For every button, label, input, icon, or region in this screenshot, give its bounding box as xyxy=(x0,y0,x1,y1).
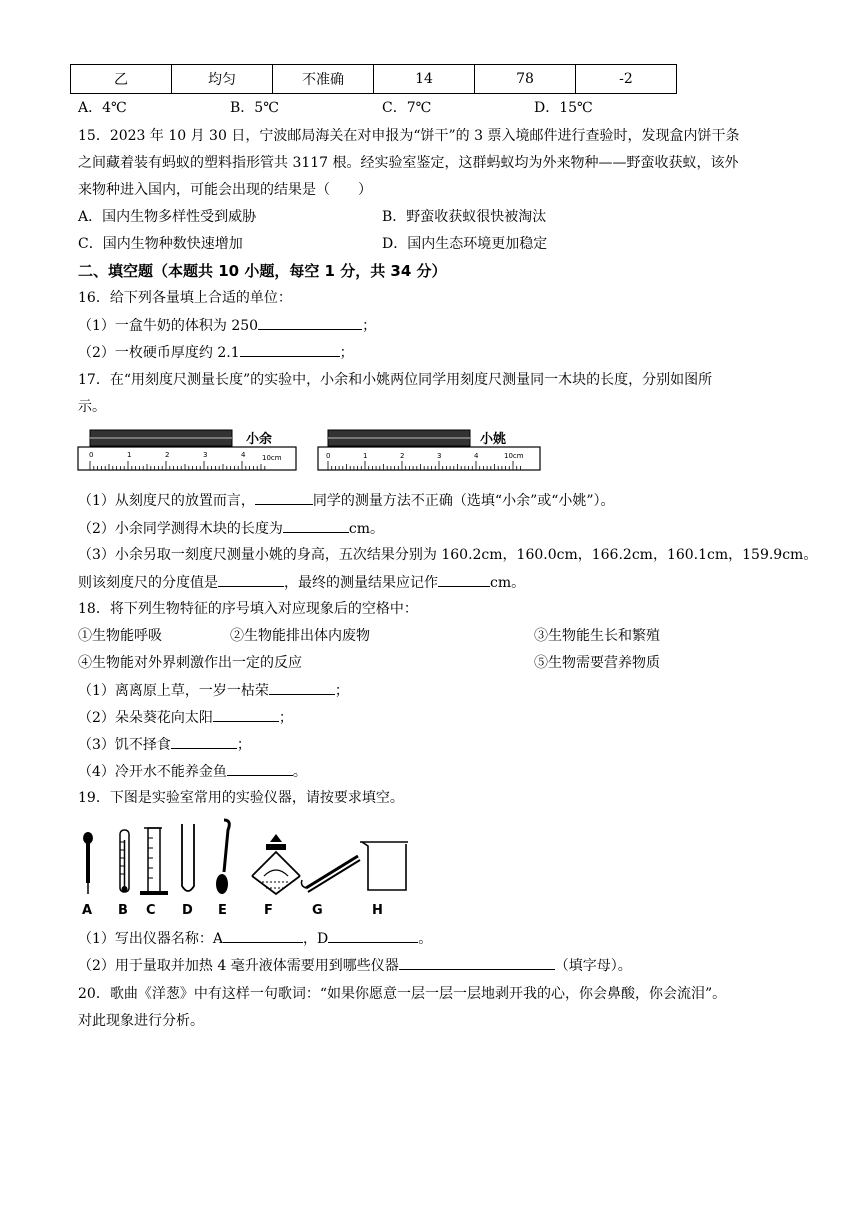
table-cell: 14 xyxy=(374,65,475,94)
q17-part2-text: （2）小余同学测得木块的长度为 xyxy=(78,521,283,537)
q18-part4-text: （4）冷开水不能养金鱼 xyxy=(78,764,227,780)
instrument-letter: A xyxy=(82,903,93,918)
q15-line1: 15．2023 年 10 月 30 日，宁波邮局海关在对申报为“饼干”的 3 票入境邮件进行查验时，发现盒内饼干条 xyxy=(78,128,740,144)
answer-blank[interactable] xyxy=(255,490,313,505)
dropper-icon xyxy=(83,832,93,894)
q17-part3: （3）小余另取一刻度尺测量小姚的身高，五次结果分别为 160.2cm，160.0cm，166.2cm，160.1cm，159.9cm。 xyxy=(78,547,818,563)
q18-part3-end: ； xyxy=(236,737,251,753)
q18-feature-5: ⑤生物需要营养物质 xyxy=(534,655,660,671)
q17-part4-text2: ，最终的测量结果应记作 xyxy=(284,575,438,591)
tick-label: 2 xyxy=(165,451,170,459)
q19-part1-end: 。 xyxy=(418,931,433,947)
answer-blank[interactable] xyxy=(328,928,418,943)
q18-stem: 18．将下列生物特征的序号填入对应现象后的空格中： xyxy=(78,601,418,617)
q17-part4-text: 则该刻度尺的分度值是 xyxy=(78,575,218,591)
q16-part1-text: （1）一盒牛奶的体积为 250 xyxy=(78,318,259,334)
graduated-cylinder-icon xyxy=(140,828,168,895)
q17-part2-unit: cm。 xyxy=(348,521,385,537)
q19-part2-text: （2）用于量取并加热 4 毫升液体需要用到哪些仪器 xyxy=(78,958,399,974)
q17-line1: 17．在“用刻度尺测量长度”的实验中，小余和小姚两位同学用刻度尺测量同一木块的长度，分别如图所 xyxy=(78,372,713,388)
answer-blank[interactable] xyxy=(283,518,349,533)
q16-part2-text: （2）一枚硬币厚度约 2.1 xyxy=(78,345,240,361)
option-c: C．7℃ xyxy=(382,100,432,116)
table-cell: 78 xyxy=(475,65,576,94)
q17-part1 xyxy=(78,490,615,511)
tick-label: 3 xyxy=(203,451,208,459)
crucible-tongs-icon xyxy=(302,856,361,892)
q18-part2-text: （2）朵朵葵花向太阳 xyxy=(78,710,213,726)
q18-part2-end: ； xyxy=(278,710,293,726)
instrument-letter: C xyxy=(146,903,156,918)
q17-part2 xyxy=(78,518,384,539)
q17-line2: 示。 xyxy=(78,399,106,415)
q15-option-b: B．野蛮收获蚁很快被淘汰 xyxy=(382,209,547,225)
q19-stem: 19．下图是实验室常用的实验仪器，请按要求填空。 xyxy=(78,790,404,806)
label-xiaoyu: 小余 xyxy=(246,432,273,447)
q15-line3: 来物种进入国内，可能会出现的结果是（ ） xyxy=(78,182,372,198)
answer-blank[interactable] xyxy=(240,342,340,357)
q15-line2: 之间藏着装有蚂蚁的塑料指形管共 3117 根。经实验室鉴定，这群蚂蚁均为外来物种——野蛮收获蚁，该外 xyxy=(78,155,739,171)
tick-label: 4 xyxy=(474,452,479,460)
answer-blank[interactable] xyxy=(213,707,279,722)
answer-blank[interactable] xyxy=(227,761,293,776)
q16-part1-end: ； xyxy=(362,318,377,334)
answer-blank[interactable] xyxy=(399,955,555,970)
tick-label: 1 xyxy=(363,452,368,460)
option-a: A．4℃ xyxy=(78,100,127,116)
q18-part4-end: 。 xyxy=(292,764,307,780)
instrument-letter: E xyxy=(218,903,227,918)
label-xiaoyao: 小姚 xyxy=(480,432,507,447)
q18-part4 xyxy=(78,761,307,782)
q17-part1-text2: 同学的测量方法不正确（选填“小余”或“小姚”）。 xyxy=(312,493,615,509)
table-cell: -2 xyxy=(576,65,677,94)
q17-part4 xyxy=(78,572,525,593)
table-cell: 乙 xyxy=(71,65,172,94)
tick-label: 3 xyxy=(437,452,442,460)
tick-label: 2 xyxy=(400,452,405,460)
table-row xyxy=(71,65,677,94)
q18-part1 xyxy=(78,680,349,701)
option-b: B．5℃ xyxy=(230,100,279,116)
q17-part4-unit: cm。 xyxy=(490,575,526,591)
beaker-icon xyxy=(360,842,408,890)
section-title: 二、填空题（本题共 10 小题，每空 1 分，共 34 分） xyxy=(78,262,447,280)
q19-part1-text2: ，D xyxy=(303,931,329,947)
test-tube-icon xyxy=(182,824,194,891)
q18-part3-text: （3）饥不择食 xyxy=(78,737,171,753)
answer-blank[interactable] xyxy=(223,928,303,943)
ruler-figure xyxy=(76,428,546,476)
tick-label: 0 xyxy=(89,451,94,459)
answer-blank[interactable] xyxy=(218,572,284,587)
answer-blank[interactable] xyxy=(438,572,490,587)
thermometer-icon xyxy=(120,830,129,892)
q16-stem: 16．给下列各量填上合适的单位： xyxy=(78,290,292,306)
q19-part1 xyxy=(78,928,432,949)
q18-part3 xyxy=(78,734,251,755)
q15-option-a: A．国内生物多样性受到威胁 xyxy=(78,209,257,225)
instrument-letter: D xyxy=(182,903,193,918)
q18-part2 xyxy=(78,707,293,728)
table-cell: 不准确 xyxy=(273,65,374,94)
option-d: D．15℃ xyxy=(534,100,593,116)
instrument-letter: B xyxy=(118,903,128,918)
q15-option-c: C．国内生物种数快速增加 xyxy=(78,236,243,252)
tick-label: 4 xyxy=(241,451,246,459)
answer-blank[interactable] xyxy=(258,315,362,330)
instruments-figure xyxy=(76,816,416,920)
q18-feature-4: ④生物能对外界刺激作出一定的反应 xyxy=(78,655,302,671)
q18-feature-2: ②生物能排出体内废物 xyxy=(230,628,370,644)
data-table xyxy=(70,64,677,94)
q20-line2: 对此现象进行分析。 xyxy=(78,1013,204,1029)
q16-part1 xyxy=(78,315,376,336)
instrument-letter: H xyxy=(372,903,383,918)
tick-label: 10cm xyxy=(262,454,282,462)
q16-part2-end: ； xyxy=(339,345,354,361)
q19-part2-text2: （填字母）。 xyxy=(554,958,632,974)
q19-part1-text: （1）写出仪器名称：A xyxy=(78,931,224,947)
instrument-letter: G xyxy=(312,903,323,918)
q15-option-d: D．国内生态环境更加稳定 xyxy=(382,236,548,252)
q18-part1-text: （1）离离原上草，一岁一枯荣 xyxy=(78,683,269,699)
answer-blank[interactable] xyxy=(171,734,237,749)
medicine-spoon-icon xyxy=(216,820,229,894)
alcohol-lamp-icon xyxy=(252,834,300,894)
table-cell: 均匀 xyxy=(172,65,273,94)
q18-feature-1: ①生物能呼吸 xyxy=(78,628,162,644)
q18-feature-3: ③生物能生长和繁殖 xyxy=(534,628,660,644)
instrument-letter: F xyxy=(264,903,273,918)
q20-line1: 20．歌曲《洋葱》中有这样一句歌词：“如果你愿意一层一层一层地剥开我的心，你会鼻酸，你会流泪”。 xyxy=(78,986,727,1002)
tick-label: 10cm xyxy=(504,452,524,460)
tick-label: 1 xyxy=(127,451,132,459)
q17-part1-text: （1）从刻度尺的放置而言， xyxy=(78,493,255,509)
q19-part2 xyxy=(78,955,632,976)
q16-part2 xyxy=(78,342,354,363)
answer-blank[interactable] xyxy=(269,680,335,695)
q18-part1-end: ； xyxy=(334,683,349,699)
tick-label: 0 xyxy=(326,452,331,460)
